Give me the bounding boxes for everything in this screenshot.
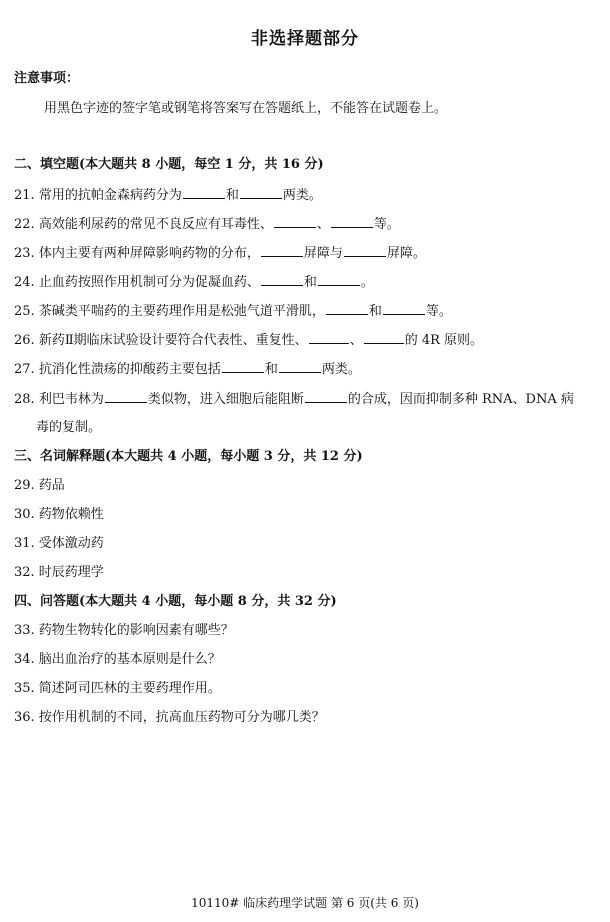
question-23: 23. 体内主要有两种屏障影响药物的分布， 屏障与 屏障。 <box>14 246 426 261</box>
question-24: 24. 止血药按照作用机制可分为促凝血药、 和 。 <box>14 275 374 290</box>
answer-blank[interactable] <box>240 186 282 199</box>
question-21: 21. 常用的抗帕金森病药分为 和 两类。 <box>14 188 322 203</box>
term-31: 31. 受体激动药 <box>14 536 104 551</box>
answer-blank[interactable] <box>274 215 316 228</box>
page-title: 非选择题部分 <box>251 29 359 49</box>
question-35: 35. 简述阿司匹林的主要药理作用。 <box>14 681 221 696</box>
question-26: 26. 新药Ⅱ期临床试验设计要符合代表性、重复性、 、 的 4R 原则。 <box>14 333 484 348</box>
section-4-heading: 四、问答题(本大题共 4 小题，每小题 8 分，共 32 分) <box>14 594 337 609</box>
page-footer: 10110# 临床药理学试题 第 6 页(共 6 页) <box>191 896 419 910</box>
answer-blank[interactable] <box>183 186 225 199</box>
term-30: 30. 药物依赖性 <box>14 507 104 522</box>
question-28: 28. 利巴韦林为 类似物，进入细胞后能阻断 的合成，因而抑制多种 RNA、DNA 病 <box>14 392 574 407</box>
answer-blank[interactable] <box>105 390 147 403</box>
answer-blank[interactable] <box>331 215 373 228</box>
answer-blank[interactable] <box>344 244 386 257</box>
answer-blank[interactable] <box>326 302 368 315</box>
answer-blank[interactable] <box>305 390 347 403</box>
answer-blank[interactable] <box>383 302 425 315</box>
answer-blank[interactable] <box>318 273 360 286</box>
section-3-heading: 三、名词解释题(本大题共 4 小题，每小题 3 分，共 12 分) <box>14 449 363 464</box>
answer-blank[interactable] <box>309 331 349 344</box>
notice-heading: 注意事项： <box>14 71 80 86</box>
question-28-continued: 毒的复制。 <box>36 420 102 435</box>
term-32: 32. 时辰药理学 <box>14 565 104 580</box>
question-25: 25. 茶碱类平喘药的主要药理作用是松弛气道平滑肌， 和 等。 <box>14 304 452 319</box>
term-29: 29. 药品 <box>14 478 65 493</box>
answer-blank[interactable] <box>261 244 303 257</box>
question-33: 33. 药物生物转化的影响因素有哪些？ <box>14 623 234 638</box>
notice-text: 用黑色字迹的签字笔或钢笔将答案写在答题纸上，不能答在试题卷上。 <box>44 101 448 116</box>
question-22: 22. 高效能利尿药的常见不良反应有耳毒性、 、 等。 <box>14 217 400 232</box>
question-27: 27. 抗消化性溃疡的抑酸药主要包括 和 两类。 <box>14 362 361 377</box>
answer-blank[interactable] <box>364 331 404 344</box>
section-2-heading: 二、填空题(本大题共 8 小题，每空 1 分，共 16 分) <box>14 157 324 172</box>
question-36: 36. 按作用机制的不同，抗高血压药物可分为哪几类？ <box>14 710 325 725</box>
answer-blank[interactable] <box>261 273 303 286</box>
answer-blank[interactable] <box>279 360 321 373</box>
question-34: 34. 脑出血治疗的基本原则是什么？ <box>14 652 221 667</box>
answer-blank[interactable] <box>222 360 264 373</box>
